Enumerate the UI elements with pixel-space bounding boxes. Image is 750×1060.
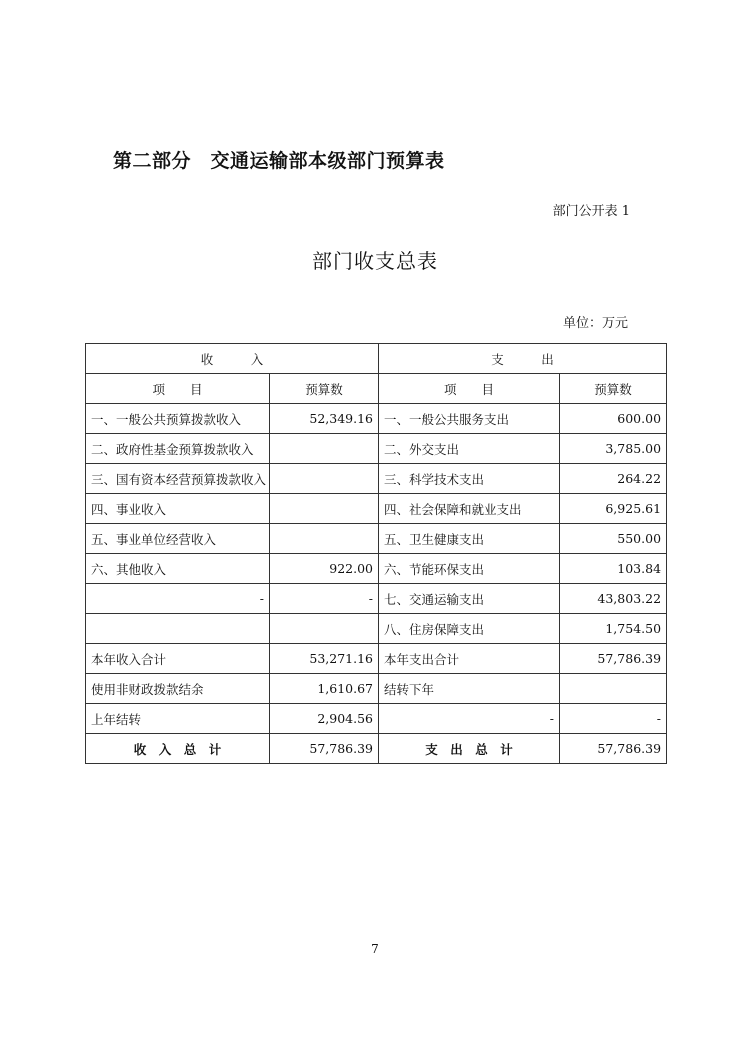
income-item: 四、事业收入 (86, 494, 270, 524)
expense-amount: - (560, 704, 667, 734)
table-title: 部门收支总表 (312, 249, 438, 273)
expense-item: 三、科学技术支出 (379, 464, 560, 494)
group-header-row (86, 344, 667, 374)
income-amount (270, 494, 379, 524)
expense-item: 一、一般公共服务支出 (379, 404, 560, 434)
total-row (86, 734, 667, 764)
table-row (86, 674, 667, 704)
unit-label: 单位：万元 (562, 316, 628, 331)
income-amount: 2,904.56 (270, 704, 379, 734)
expense-amount: 1,754.50 (560, 614, 667, 644)
income-item: 二、政府性基金预算拨款收入 (86, 434, 270, 464)
expense-amount: 103.84 (560, 554, 667, 584)
expense-amount: 550.00 (560, 524, 667, 554)
expense-amount: 6,925.61 (560, 494, 667, 524)
income-item: 上年结转 (86, 704, 270, 734)
income-item-header: 项 目 (86, 374, 270, 404)
income-amount (270, 524, 379, 554)
expense-amount-header: 预算数 (560, 374, 667, 404)
income-amount: 53,271.16 (270, 644, 379, 674)
income-amount (270, 464, 379, 494)
expense-item: 二、外交支出 (379, 434, 560, 464)
table-row (86, 554, 667, 584)
form-number: 部门公开表 1 (552, 204, 630, 219)
table-row (86, 524, 667, 554)
page-number: 7 (371, 942, 379, 956)
table-row (86, 464, 667, 494)
budget-summary-table (85, 343, 667, 764)
table-row (86, 614, 667, 644)
expense-total-label: 支 出 总 计 (379, 734, 560, 764)
table-row (86, 584, 667, 614)
income-item: 六、其他收入 (86, 554, 270, 584)
table-row (86, 704, 667, 734)
expense-item: 八、住房保障支出 (379, 614, 560, 644)
expense-item: 五、卫生健康支出 (379, 524, 560, 554)
expense-amount (560, 674, 667, 704)
expense-total-amount: 57,786.39 (560, 734, 667, 764)
expense-amount: 264.22 (560, 464, 667, 494)
income-total-amount: 57,786.39 (270, 734, 379, 764)
expense-item: 本年支出合计 (379, 644, 560, 674)
income-amount: 52,349.16 (270, 404, 379, 434)
column-header-row (86, 374, 667, 404)
income-item: - (86, 584, 270, 614)
income-item: 一、一般公共预算拨款收入 (86, 404, 270, 434)
income-total-label: 收 入 总 计 (86, 734, 270, 764)
income-item: 五、事业单位经营收入 (86, 524, 270, 554)
table-row (86, 404, 667, 434)
expense-amount: 57,786.39 (560, 644, 667, 674)
expense-item: 七、交通运输支出 (379, 584, 560, 614)
expense-amount: 43,803.22 (560, 584, 667, 614)
income-item (86, 614, 270, 644)
part-title: 第二部分 交通运输部本级部门预算表 (113, 150, 445, 172)
expense-item: 结转下年 (379, 674, 560, 704)
expense-item: 四、社会保障和就业支出 (379, 494, 560, 524)
expense-amount: 3,785.00 (560, 434, 667, 464)
income-item: 使用非财政拨款结余 (86, 674, 270, 704)
expense-amount: 600.00 (560, 404, 667, 434)
expense-item: - (379, 704, 560, 734)
expense-item-header: 项 目 (379, 374, 560, 404)
income-amount: 1,610.67 (270, 674, 379, 704)
income-item: 三、国有资本经营预算拨款收入 (86, 464, 270, 494)
income-amount (270, 434, 379, 464)
table-row (86, 494, 667, 524)
income-amount: 922.00 (270, 554, 379, 584)
expense-group-header: 支 出 (379, 344, 667, 374)
income-amount: - (270, 584, 379, 614)
income-amount-header: 预算数 (270, 374, 379, 404)
income-amount (270, 614, 379, 644)
table-row (86, 644, 667, 674)
income-group-header: 收 入 (86, 344, 379, 374)
income-item: 本年收入合计 (86, 644, 270, 674)
expense-item: 六、节能环保支出 (379, 554, 560, 584)
table-row (86, 434, 667, 464)
